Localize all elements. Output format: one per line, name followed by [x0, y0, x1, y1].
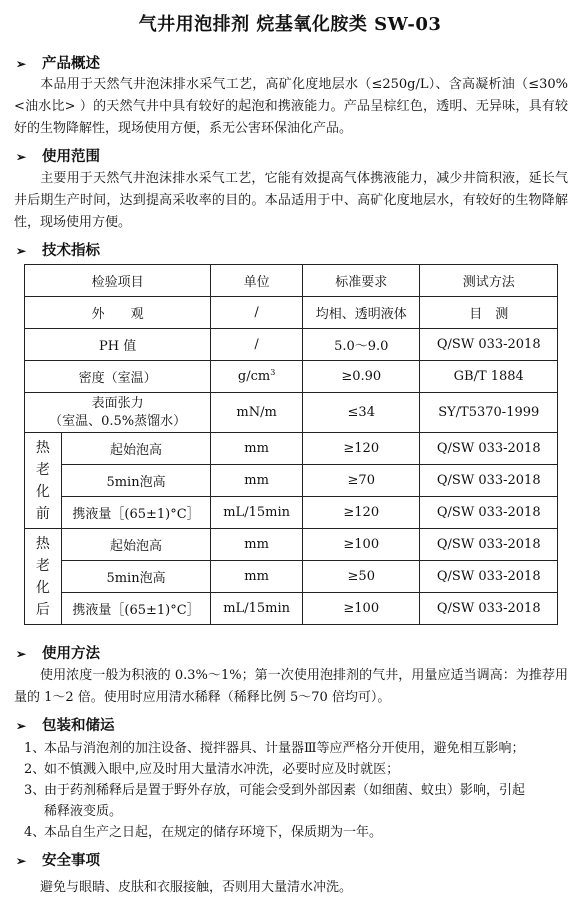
list-item-text: 如不慎溅入眼中,应及时用大量清水冲洗，必要时应及时就医；	[44, 762, 400, 777]
list-item-text: 由于药剂稀释后是置于野外存放，可能会受到外部因素（如细菌、蚊虫）影响，引起	[44, 783, 526, 798]
section-heading-storage-label: 包装和储运	[42, 717, 115, 734]
cell-item: 外 观	[25, 297, 211, 329]
column-header: 测试方法	[420, 265, 558, 297]
cell-unit: /	[211, 329, 303, 361]
cell-method: Q/SW 033-2018	[420, 593, 558, 625]
cell-item: 起始泡高	[61, 529, 210, 561]
section-heading-specs-label: 技术指标	[42, 242, 100, 259]
cell-item: 起始泡高	[61, 433, 210, 465]
table-row	[25, 393, 558, 433]
list-item-number: 1、	[24, 741, 46, 756]
list-item-continuation: 稀释液变质。	[44, 804, 123, 819]
cell-method: Q/SW 033-2018	[420, 497, 558, 529]
cell-item: 密度（室温）	[25, 361, 211, 393]
arrow-bullet-icon: ➢	[16, 854, 27, 868]
unit-superscript: 3	[270, 368, 276, 377]
arrow-bullet-icon: ➢	[16, 719, 27, 733]
cell-requirement: 均相、透明液体	[303, 297, 420, 329]
list-item-text: 本品与消泡剂的加注设备、搅拌器具、计量器Ⅲ等应严格分开使用，避免相互影响；	[44, 741, 525, 756]
group-label-before-aging	[25, 433, 62, 529]
section-heading-overview-label: 产品概述	[42, 55, 100, 72]
group-label-after-aging	[25, 529, 62, 625]
group-label-char: 热	[35, 535, 50, 552]
table-row	[25, 497, 558, 529]
section-heading-specs	[16, 239, 100, 260]
cell-item: 携液量［(65±1)°C］	[61, 497, 210, 529]
table-row	[25, 361, 558, 393]
overview-paragraph	[14, 74, 568, 140]
list-item	[24, 822, 570, 843]
cell-method: SY/T5370-1999	[420, 393, 558, 433]
unit-text: g/cm	[237, 369, 271, 384]
table-row	[25, 561, 558, 593]
cell-method: 目 测	[420, 297, 558, 329]
cell-requirement: ≤34	[303, 393, 420, 433]
storage-list	[24, 738, 570, 843]
cell-item: 5min泡高	[61, 561, 210, 593]
section-heading-scope-label: 使用范围	[42, 148, 100, 165]
table-header-row	[25, 265, 558, 297]
column-header: 标准要求	[303, 265, 420, 297]
section-heading-safety-label: 安全事项	[42, 852, 100, 869]
cell-method: Q/SW 033-2018	[420, 561, 558, 593]
column-header: 单位	[211, 265, 303, 297]
cell-unit: mL/15min	[211, 497, 303, 529]
cell-requirement: ≥100	[303, 593, 420, 625]
list-item-number: 3、	[24, 783, 46, 798]
cell-item: PH 值	[25, 329, 211, 361]
cell-item-line2: （室温、0.5%蒸馏水）	[49, 413, 187, 429]
cell-unit: mm	[211, 433, 303, 465]
table-row	[25, 529, 558, 561]
table-row	[25, 329, 558, 361]
table-row	[25, 433, 558, 465]
table-row	[25, 297, 558, 329]
usage-paragraph	[14, 665, 568, 709]
cell-unit: /	[211, 297, 303, 329]
spec-table	[24, 264, 558, 625]
column-header: 检验项目	[25, 265, 211, 297]
document-title: 气井用泡排剂 烷基氧化胺类 SW-03	[138, 14, 442, 35]
cell-item: 携液量［(65±1)°C］	[61, 593, 210, 625]
group-label-char: 后	[35, 601, 50, 618]
cell-method: Q/SW 033-2018	[420, 465, 558, 497]
group-label-char: 老	[35, 461, 50, 478]
list-item	[24, 759, 570, 780]
arrow-bullet-icon: ➢	[16, 57, 27, 71]
cell-item: 5min泡高	[61, 465, 210, 497]
section-heading-overview	[16, 52, 100, 73]
group-label-char: 老	[35, 557, 50, 574]
safety-text: 避免与眼睛、皮肤和衣服接触，否则用大量清水冲洗。	[40, 880, 353, 895]
cell-unit: mN/m	[211, 393, 303, 433]
list-item-text: 本品自生产之日起，在规定的储存环境下，保质期为一年。	[44, 825, 383, 840]
arrow-bullet-icon: ➢	[16, 244, 27, 258]
cell-requirement: ≥120	[303, 497, 420, 529]
arrow-bullet-icon: ➢	[16, 647, 27, 661]
section-heading-storage	[16, 714, 115, 735]
cell-unit	[211, 361, 303, 393]
list-item-number: 4、	[24, 825, 46, 840]
safety-paragraph	[14, 877, 568, 899]
cell-requirement: ≥0.90	[303, 361, 420, 393]
cell-unit: mm	[211, 465, 303, 497]
group-label-char: 热	[35, 439, 50, 456]
scope-text: 主要用于天然气井泡沫排水采气工艺，它能有效提高气体携液能力，减少井筒积液，延长气井后期生产时间，达到提高采收率的目的。本品适用于中、高矿化度地层水，有较好的生物降解性，现场使用方便。	[14, 171, 568, 230]
cell-requirement: ≥50	[303, 561, 420, 593]
overview-text: 本品用于天然气井泡沫排水采气工艺，高矿化度地层水（≤250g/L）、含高凝析油（≤30%<油水比> ）的天然气井中具有较好的起泡和携液能力。产品呈棕红色，透明、无异味，具有较好的生物降解性，现场使用方便，系无公害环保油化产品。	[14, 77, 568, 136]
table-row	[25, 593, 558, 625]
cell-method: Q/SW 033-2018	[420, 329, 558, 361]
cell-unit: mL/15min	[211, 593, 303, 625]
cell-method: Q/SW 033-2018	[420, 433, 558, 465]
table-row	[25, 465, 558, 497]
scope-paragraph	[14, 168, 568, 234]
cell-method: Q/SW 033-2018	[420, 529, 558, 561]
arrow-bullet-icon: ➢	[16, 150, 27, 164]
cell-item-line1: 表面张力	[91, 395, 144, 411]
list-item-number: 2、	[24, 762, 46, 777]
usage-text: 使用浓度一般为积液的 0.3%～1%；第一次使用泡排剂的气井，用量应适当调高：为推荐用量的 1～2 倍。使用时应用清水稀释（稀释比例 5～70 倍均可）。	[14, 668, 568, 705]
cell-requirement: ≥100	[303, 529, 420, 561]
list-item	[24, 780, 570, 822]
section-heading-usage	[16, 642, 100, 663]
section-heading-safety	[16, 849, 100, 870]
list-item	[24, 738, 570, 759]
cell-item	[25, 393, 211, 433]
cell-requirement: ≥70	[303, 465, 420, 497]
group-label-char: 前	[35, 505, 50, 522]
section-heading-scope	[16, 145, 100, 166]
cell-unit: mm	[211, 561, 303, 593]
group-label-char: 化	[35, 483, 50, 500]
group-label-char: 化	[35, 579, 50, 596]
section-heading-usage-label: 使用方法	[42, 645, 100, 662]
cell-requirement: 5.0～9.0	[303, 329, 420, 361]
cell-unit: mm	[211, 529, 303, 561]
cell-requirement: ≥120	[303, 433, 420, 465]
cell-method: GB/T 1884	[420, 361, 558, 393]
